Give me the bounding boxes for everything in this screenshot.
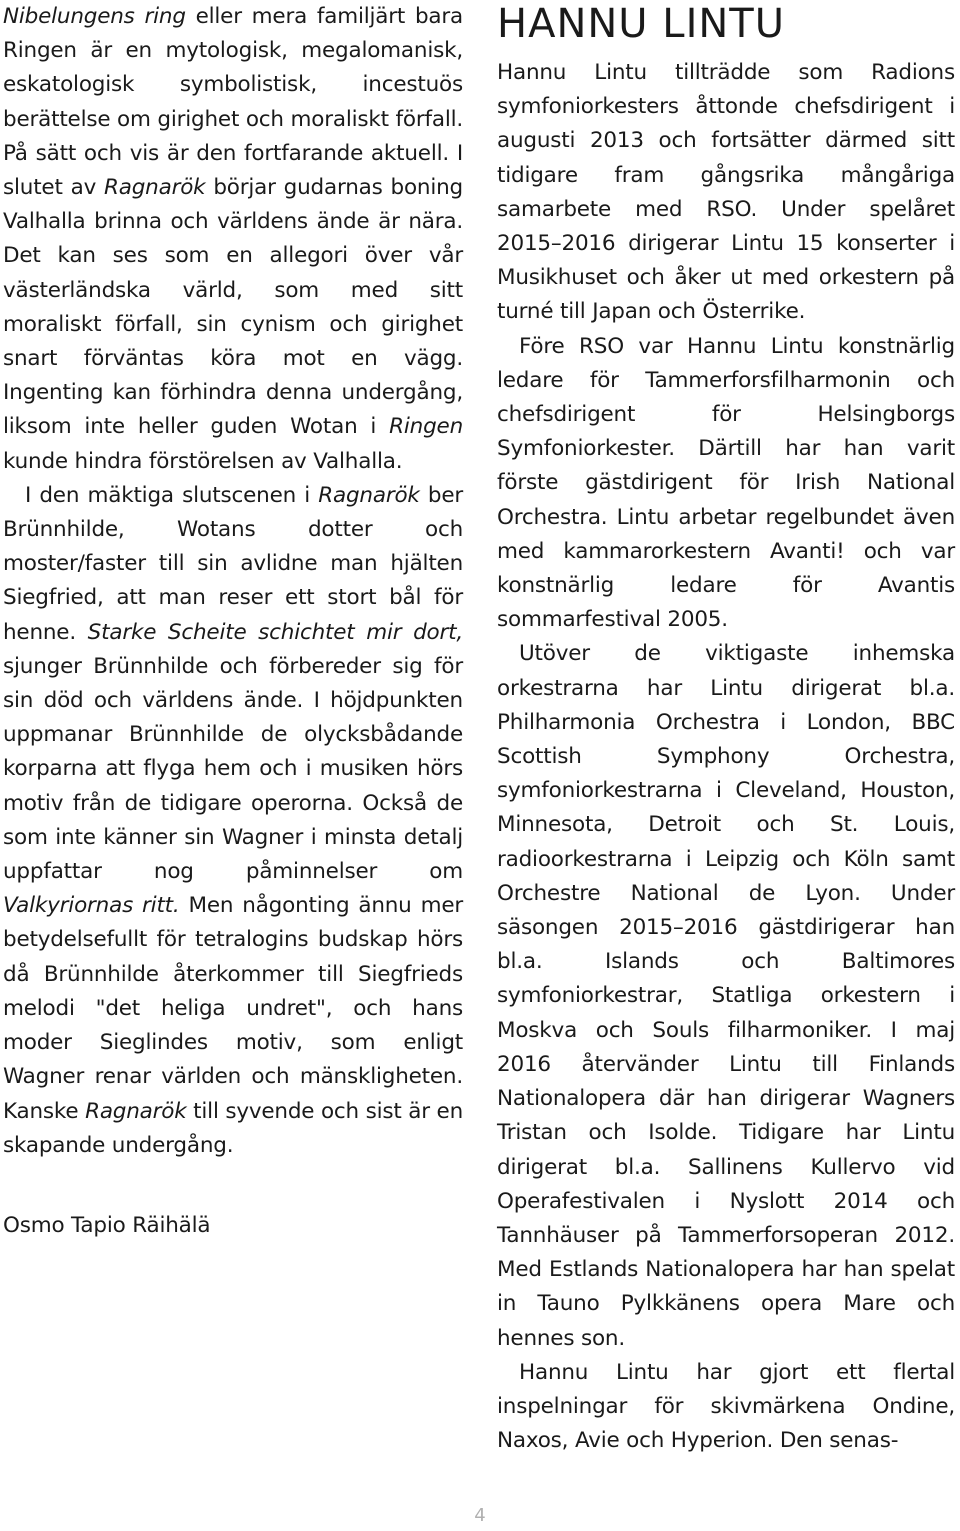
left-paragraph-1: Nibelungens ring eller mera familjärt bara Ringen är en mytologisk, megalomanisk, eskatologisk symbolistisk, incestuös berättelse om girighet och moraliskt förfall. På sätt och vis är den fortfarande aktuell. I slutet av Ragnarök börjar gudarnas boning Valhalla brinna och världens ände är nära. Det kan ses som en allegori över vår västerländska värld, som med sitt moraliskt förfall, sin cynism och girighet snart förväntas köra mot en vägg. Ingenting kan förhindra denna undergång, liksom inte heller guden Wotan i Ringen kunde hindra förstörelsen av Valhalla. xyxy=(3,4,463,474)
right-column xyxy=(497,2,955,1458)
left-column xyxy=(3,0,463,1243)
italic-text: Starke Scheite schichtet mir dort, xyxy=(87,619,463,645)
italic-text: Ragnarök xyxy=(85,1098,187,1124)
italic-text: Ragnarök xyxy=(318,482,420,508)
italic-text: Ragnarök xyxy=(104,175,206,201)
italic-text: Valkyriornas ritt. xyxy=(3,893,180,919)
right-paragraph-4: Hannu Lintu har gjort ett flertal inspelningar för skivmärkena Ondine, Naxos, Avie och Hyperion. Den senas- xyxy=(497,1359,955,1454)
right-paragraph-1: Hannu Lintu tillträdde som Radions symfoniorkesters åttonde chefsdirigent i augusti 2013 och fortsätter därmed sitt tidigare fram gångsrika mångåriga samarbete med RSO. Under spelåret 2015–2016 dirigerar Lintu 15 konserter i Musikhuset och åker ut med orkestern på turné till Japan och Österrike. xyxy=(497,60,955,325)
italic-text: Ringen xyxy=(389,414,463,440)
author-signature: Osmo Tapio Räihälä xyxy=(3,1212,211,1238)
right-paragraph-3: Utöver de viktigaste inhemska orkestrarna har Lintu dirigerat bl.a. Philharmonia Orchestra i London, BBC Scottish Symphony Orchestra, symfoniorkestrarna i Cleveland, Houston, Minnesota, Detroit och St. Louis, radioorkestrarna i Leipzig och Köln samt Orchestre National de Lyon. Under säsongen 2015–2016 gästdirigerar han bl.a. Islands och Baltimores symfoniorkestrar, Statliga orkestern i Moskva och Souls filharmoniker. I maj 2016 återvänder Lintu till Finlands Nationalopera där han dirigerar Wagners Tristan och Isolde. Tidigare har Lintu dirigerat bl.a. Sallinens Kullervo vid Operafestivalen i Nyslott 2014 och Tannhäuser på Tammerforsoperan 2012. Med Estlands Nationalopera har han spelat in Tauno Pylkkänens opera Mare och hennes son. xyxy=(497,641,955,1351)
section-heading: HANNU LINTU xyxy=(497,1,785,47)
page-number: 4 xyxy=(474,1505,486,1526)
right-paragraph-2: Före RSO var Hannu Lintu konstnärlig ledare för Tammerforsfilharmonin och chefsdirigent för Helsingborgs Symfoniorkester. Därtill har han varit förste gästdirigent för Irish National Orchestra. Lintu arbetar regelbundet även med kammarorkestern Avanti! och var konstnärlig ledare för Avantis sommarfestival 2005. xyxy=(497,333,955,633)
italic-text: Nibelungens ring xyxy=(3,4,186,29)
left-paragraph-2: I den mäktiga slutscenen i Ragnarök ber Brünnhilde, Wotans dotter och moster/faster till sin avlidne man hjälten Siegfried, att man reser ett stort bål för henne. Starke Scheite schichtet mir dort, sjunger Brünnhilde och förbereder sig för sin död och världens ände. I höjdpunkten uppmanar Brünnhilde de olycksbådande korparna att flyga hem och i musiken hörs motiv från de tidigare operorna. Också de som inte känner sin Wagner i minsta detalj uppfattar nog påminnelser om Valkyriornas ritt. Men någonting ännu mer betydelsefullt för tetralogins budskap hörs då Brünnhilde återkommer till Siegfrieds melodi "det heliga undret", och hans moder Sieglindes motiv, som enligt Wagner renar världen och mänskligheten. Kanske Ragnarök till syvende och sist är en skapande undergång. xyxy=(3,482,464,1158)
